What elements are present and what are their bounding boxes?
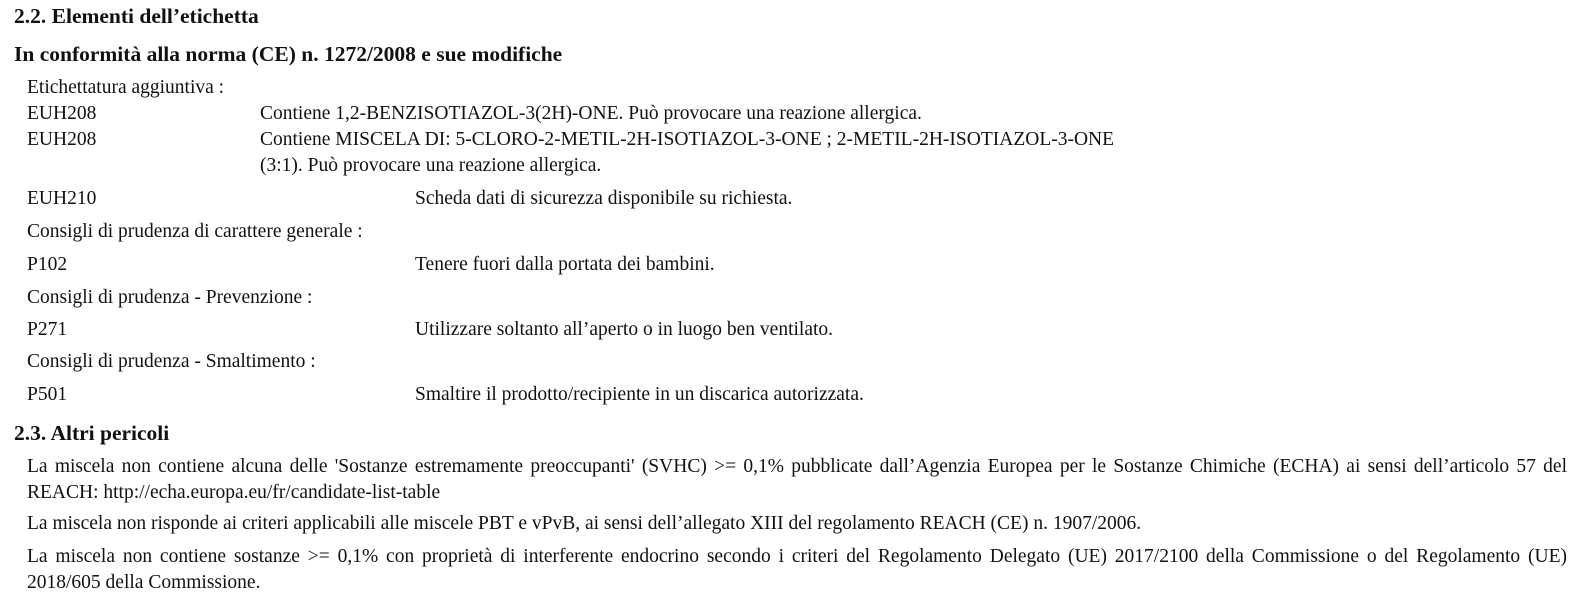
prevention-label: Consigli di prudenza - Prevenzione :: [27, 287, 313, 308]
p271-text: Utilizzare soltanto all’aperto o in luogo ben ventilato.: [415, 319, 834, 340]
euh208-text-2-line1: Contiene MISCELA DI: 5-CLORO-2-METIL-2H-ISOTIAZOL-3-ONE ; 2-METIL-2H-ISOTIAZOL-3-ONE: [260, 129, 1115, 150]
euh208-code-1: EUH208: [27, 103, 97, 124]
euh210-text: Scheda dati di sicurezza disponibile su richiesta.: [415, 188, 793, 209]
p271-code: P271: [27, 319, 68, 340]
pbt-vpvb-paragraph: La miscela non risponde ai criteri applicabili alle miscele PBT e vPvB, ai sensi dell’allegato XIII del regolamento REACH (CE) n. 1907/2006.: [27, 513, 1142, 534]
section-2-2-heading: 2.2. Elementi dell’etichetta: [14, 4, 259, 28]
svhc-paragraph: La miscela non contiene alcuna delle 'Sostanze estremamente preoccupanti' (SVHC) >= 0,1% pubblicate dall’Agenzia Europea per le Sostanze Chimiche (ECHA) ai sensi dell’articolo 57 del REACH: http://echa.europa.eu/fr/candidate-list-table: [27, 456, 1567, 503]
endocrine-paragraph: La miscela non contiene sostanze >= 0,1% con proprietà di interferente endocrino secondo i criteri del Regolamento Delegato (UE) 2017/2100 della Commissione o del Regolamento (UE) 2018/605 della Commissione.: [27, 546, 1567, 593]
p102-text: Tenere fuori dalla portata dei bambini.: [415, 254, 715, 275]
euh210-code: EUH210: [27, 188, 97, 209]
p501-text: Smaltire il prodotto/recipiente in un discarica autorizzata.: [415, 384, 864, 405]
additional-labelling-label: Etichettatura aggiuntiva :: [27, 77, 225, 98]
regulation-subheading: In conformità alla norma (CE) n. 1272/2008 e sue modifiche: [14, 42, 563, 66]
p501-code: P501: [27, 384, 68, 405]
euh208-code-2: EUH208: [27, 129, 97, 150]
general-precautions-label: Consigli di prudenza di carattere generale :: [27, 221, 363, 242]
euh208-text-2-line2: (3:1). Può provocare una reazione allergica.: [260, 155, 602, 176]
p102-code: P102: [27, 254, 68, 275]
euh208-text-1: Contiene 1,2-BENZISOTIAZOL-3(2H)-ONE. Può provocare una reazione allergica.: [260, 103, 922, 124]
disposal-label: Consigli di prudenza - Smaltimento :: [27, 351, 316, 372]
section-2-3-heading: 2.3. Altri pericoli: [14, 421, 170, 445]
